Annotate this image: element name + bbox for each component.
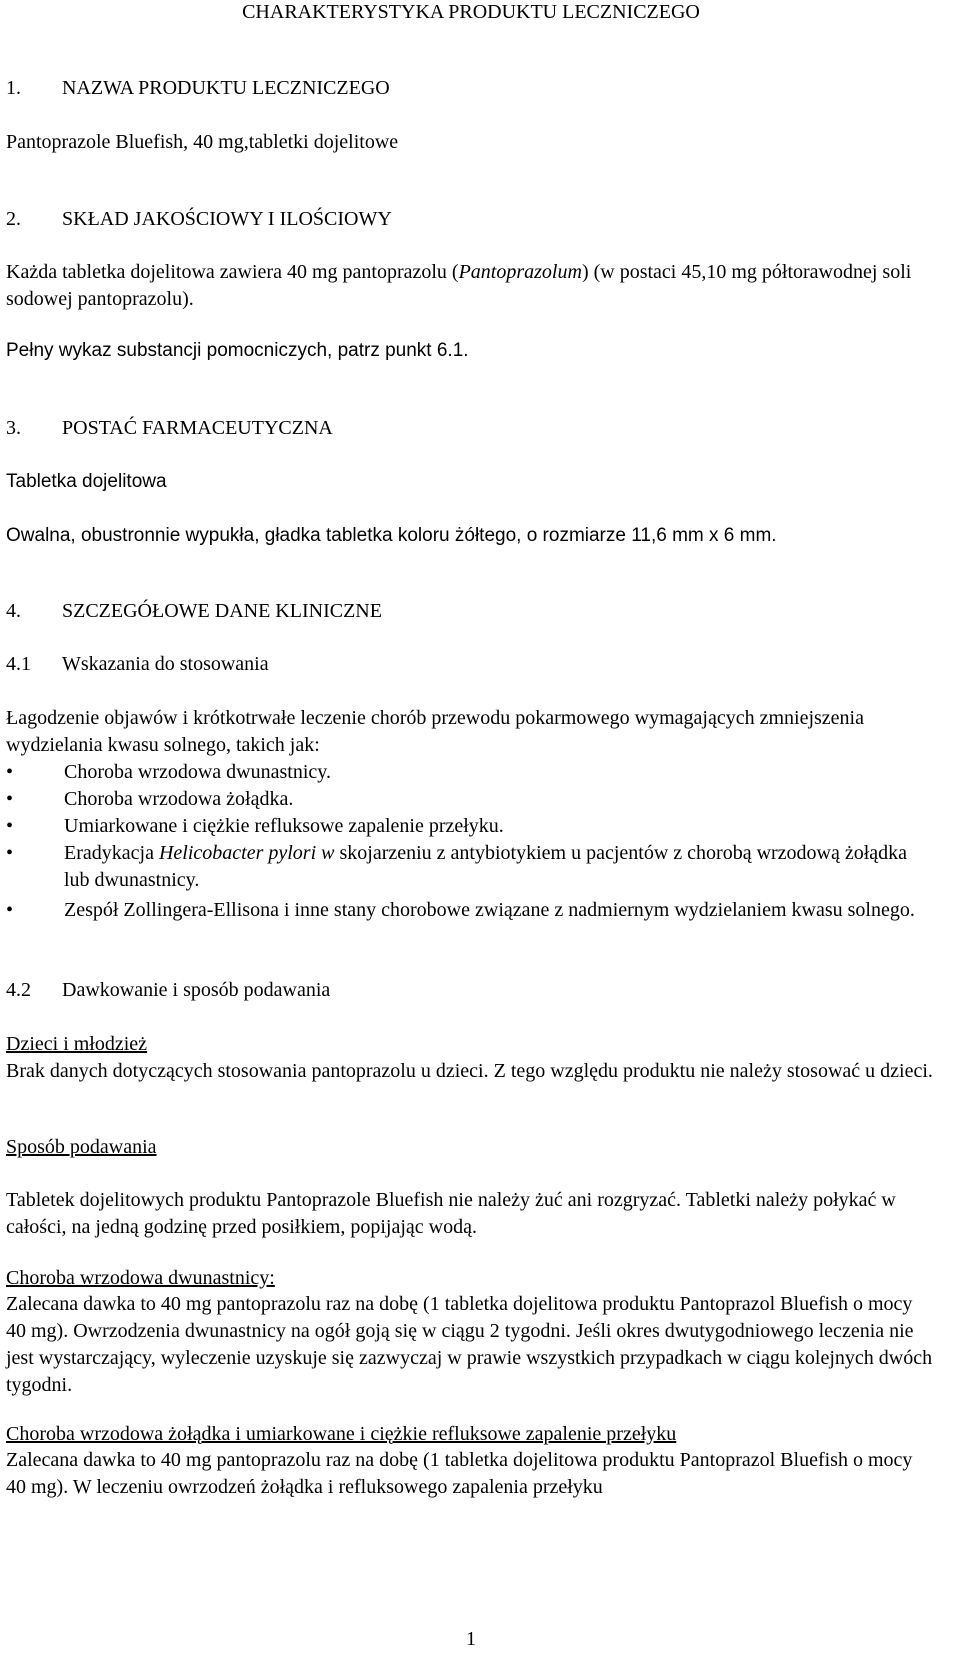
section-1-title: NAZWA PRODUKTU LECZNICZEGO: [62, 77, 390, 99]
section-3-heading: [6, 415, 936, 442]
section-4-1-number: 4.1: [6, 653, 31, 675]
subsection-gastric-title-text: Choroba wrzodowa żołądka i umiarkowane i ciężkie refluksowe zapalenie przełyku: [6, 1423, 677, 1445]
list-item-text: Umiarkowane i ciężkie refluksowe zapalenie przełyku.: [64, 815, 504, 837]
subsection-duodenal-title-text: Choroba wrzodowa dwunastnicy:: [6, 1267, 275, 1289]
list-item-text-start: Eradykacja: [64, 842, 159, 864]
bullet-icon: •: [6, 899, 14, 921]
composition-paragraph: [6, 259, 936, 313]
subsection-administration-title: [6, 1134, 936, 1161]
section-4-number: 4.: [6, 600, 21, 622]
bullet-icon: •: [6, 788, 14, 810]
list-item-text: Choroba wrzodowa żołądka.: [64, 788, 294, 810]
subsection-children-title-text: Dzieci i młodzież: [6, 1033, 148, 1055]
section-4-heading: [6, 598, 936, 625]
composition-latin-name: Pantoprazolum: [458, 261, 582, 283]
subsection-children-title: [6, 1031, 936, 1058]
section-4-2-title: Dawkowanie i sposób podawania: [62, 979, 331, 1001]
tablet-description: Owalna, obustronnie wypukła, gładka tabletka koloru żółtego, o rozmiarze 11,6 mm x 6 mm.: [6, 525, 777, 546]
pharmaceutical-form: Tabletka dojelitowa: [6, 471, 167, 492]
section-2-title: SKŁAD JAKOŚCIOWY I ILOŚCIOWY: [62, 208, 392, 230]
bullet-icon: •: [6, 842, 14, 864]
indications-intro: Łagodzenie objawów i krótkotrwałe leczenie chorób przewodu pokarmowego wymagających zmniejszenia wydzielania kwasu solnego, takich jak:: [6, 707, 864, 756]
section-2-heading: [6, 206, 936, 233]
section-4-title: SZCZEGÓŁOWE DANE KLINICZNE: [62, 600, 382, 622]
list-item-text: Zespół Zollingera-Ellisona i inne stany chorobowe związane z nadmiernym wydzielaniem kwasu solnego.: [64, 899, 915, 921]
subsection-administration-title-text: Sposób podawania: [6, 1136, 157, 1158]
product-name: Pantoprazole Bluefish, 40 mg,tabletki dojelitowe: [6, 131, 399, 153]
section-4-1-title: Wskazania do stosowania: [62, 653, 269, 675]
subsection-gastric-title: [6, 1421, 936, 1448]
subsection-gastric-text: Zalecana dawka to 40 mg pantoprazolu raz na dobę (1 tabletka dojelitowa produktu Pantoprazol Bluefish o mocy 40 mg). W leczeniu owrzodzeń żołądka i refluksowego zapalenia przełyku: [6, 1449, 913, 1498]
page-number: 1: [466, 1628, 476, 1650]
section-4-2-heading: [6, 977, 936, 1004]
bullet-icon: •: [6, 815, 14, 837]
subsection-administration-text: Tabletek dojelitowych produktu Pantoprazole Bluefish nie należy żuć ani rozgryzać. Tabletki należy połykać w całości, na jedną godzinę przed posiłkiem, popijając wodą.: [6, 1189, 896, 1238]
document-title: CHARAKTERYSTYKA PRODUKTU LECZNICZEGO: [242, 1, 700, 23]
list-item-text: [64, 840, 936, 894]
section-3-title: POSTAĆ FARMACEUTYCZNA: [62, 417, 333, 439]
section-2-number: 2.: [6, 208, 21, 230]
section-1-heading: [6, 75, 936, 102]
section-4-2-number: 4.2: [6, 979, 31, 1001]
list-item-text: Choroba wrzodowa dwunastnicy.: [64, 761, 331, 783]
bacteria-latin-name: Helicobacter pylori w: [158, 842, 335, 864]
section-3-number: 3.: [6, 417, 21, 439]
composition-text-start: Każda tabletka dojelitowa zawiera 40 mg pantoprazolu (: [6, 261, 459, 283]
bullet-icon: •: [6, 761, 14, 783]
subsection-children-text: Brak danych dotyczących stosowania pantoprazolu u dzieci. Z tego względu produktu nie należy stosować u dzieci.: [6, 1060, 933, 1082]
section-1-number: 1.: [6, 77, 21, 99]
excipients-note: Pełny wykaz substancji pomocniczych, patrz punkt 6.1.: [6, 340, 469, 361]
composition-text-end: ) (w postaci 45,10 mg półtorawodnej soli sodowej pantoprazolu).: [6, 261, 912, 310]
list-item-text-end: skojarzeniu z antybiotykiem u pacjentów z chorobą wrzodową żołądka lub dwunastnicy.: [64, 842, 908, 891]
section-4-1-heading: [6, 651, 936, 678]
subsection-duodenal-title: [6, 1265, 936, 1292]
subsection-duodenal-text: Zalecana dawka to 40 mg pantoprazolu raz na dobę (1 tabletka dojelitowa produktu Pantoprazol Bluefish o mocy 40 mg). Owrzodzenia dwunastnicy na ogół goją się w ciągu 2 tygodni. Jeśli okres dwutygodniowego leczenia nie jest wystarczający, wyleczenie uzyskuje się zazwyczaj w prawie wszystkich przypadkach w ciągu kolejnych dwóch tygodni.: [6, 1293, 933, 1396]
